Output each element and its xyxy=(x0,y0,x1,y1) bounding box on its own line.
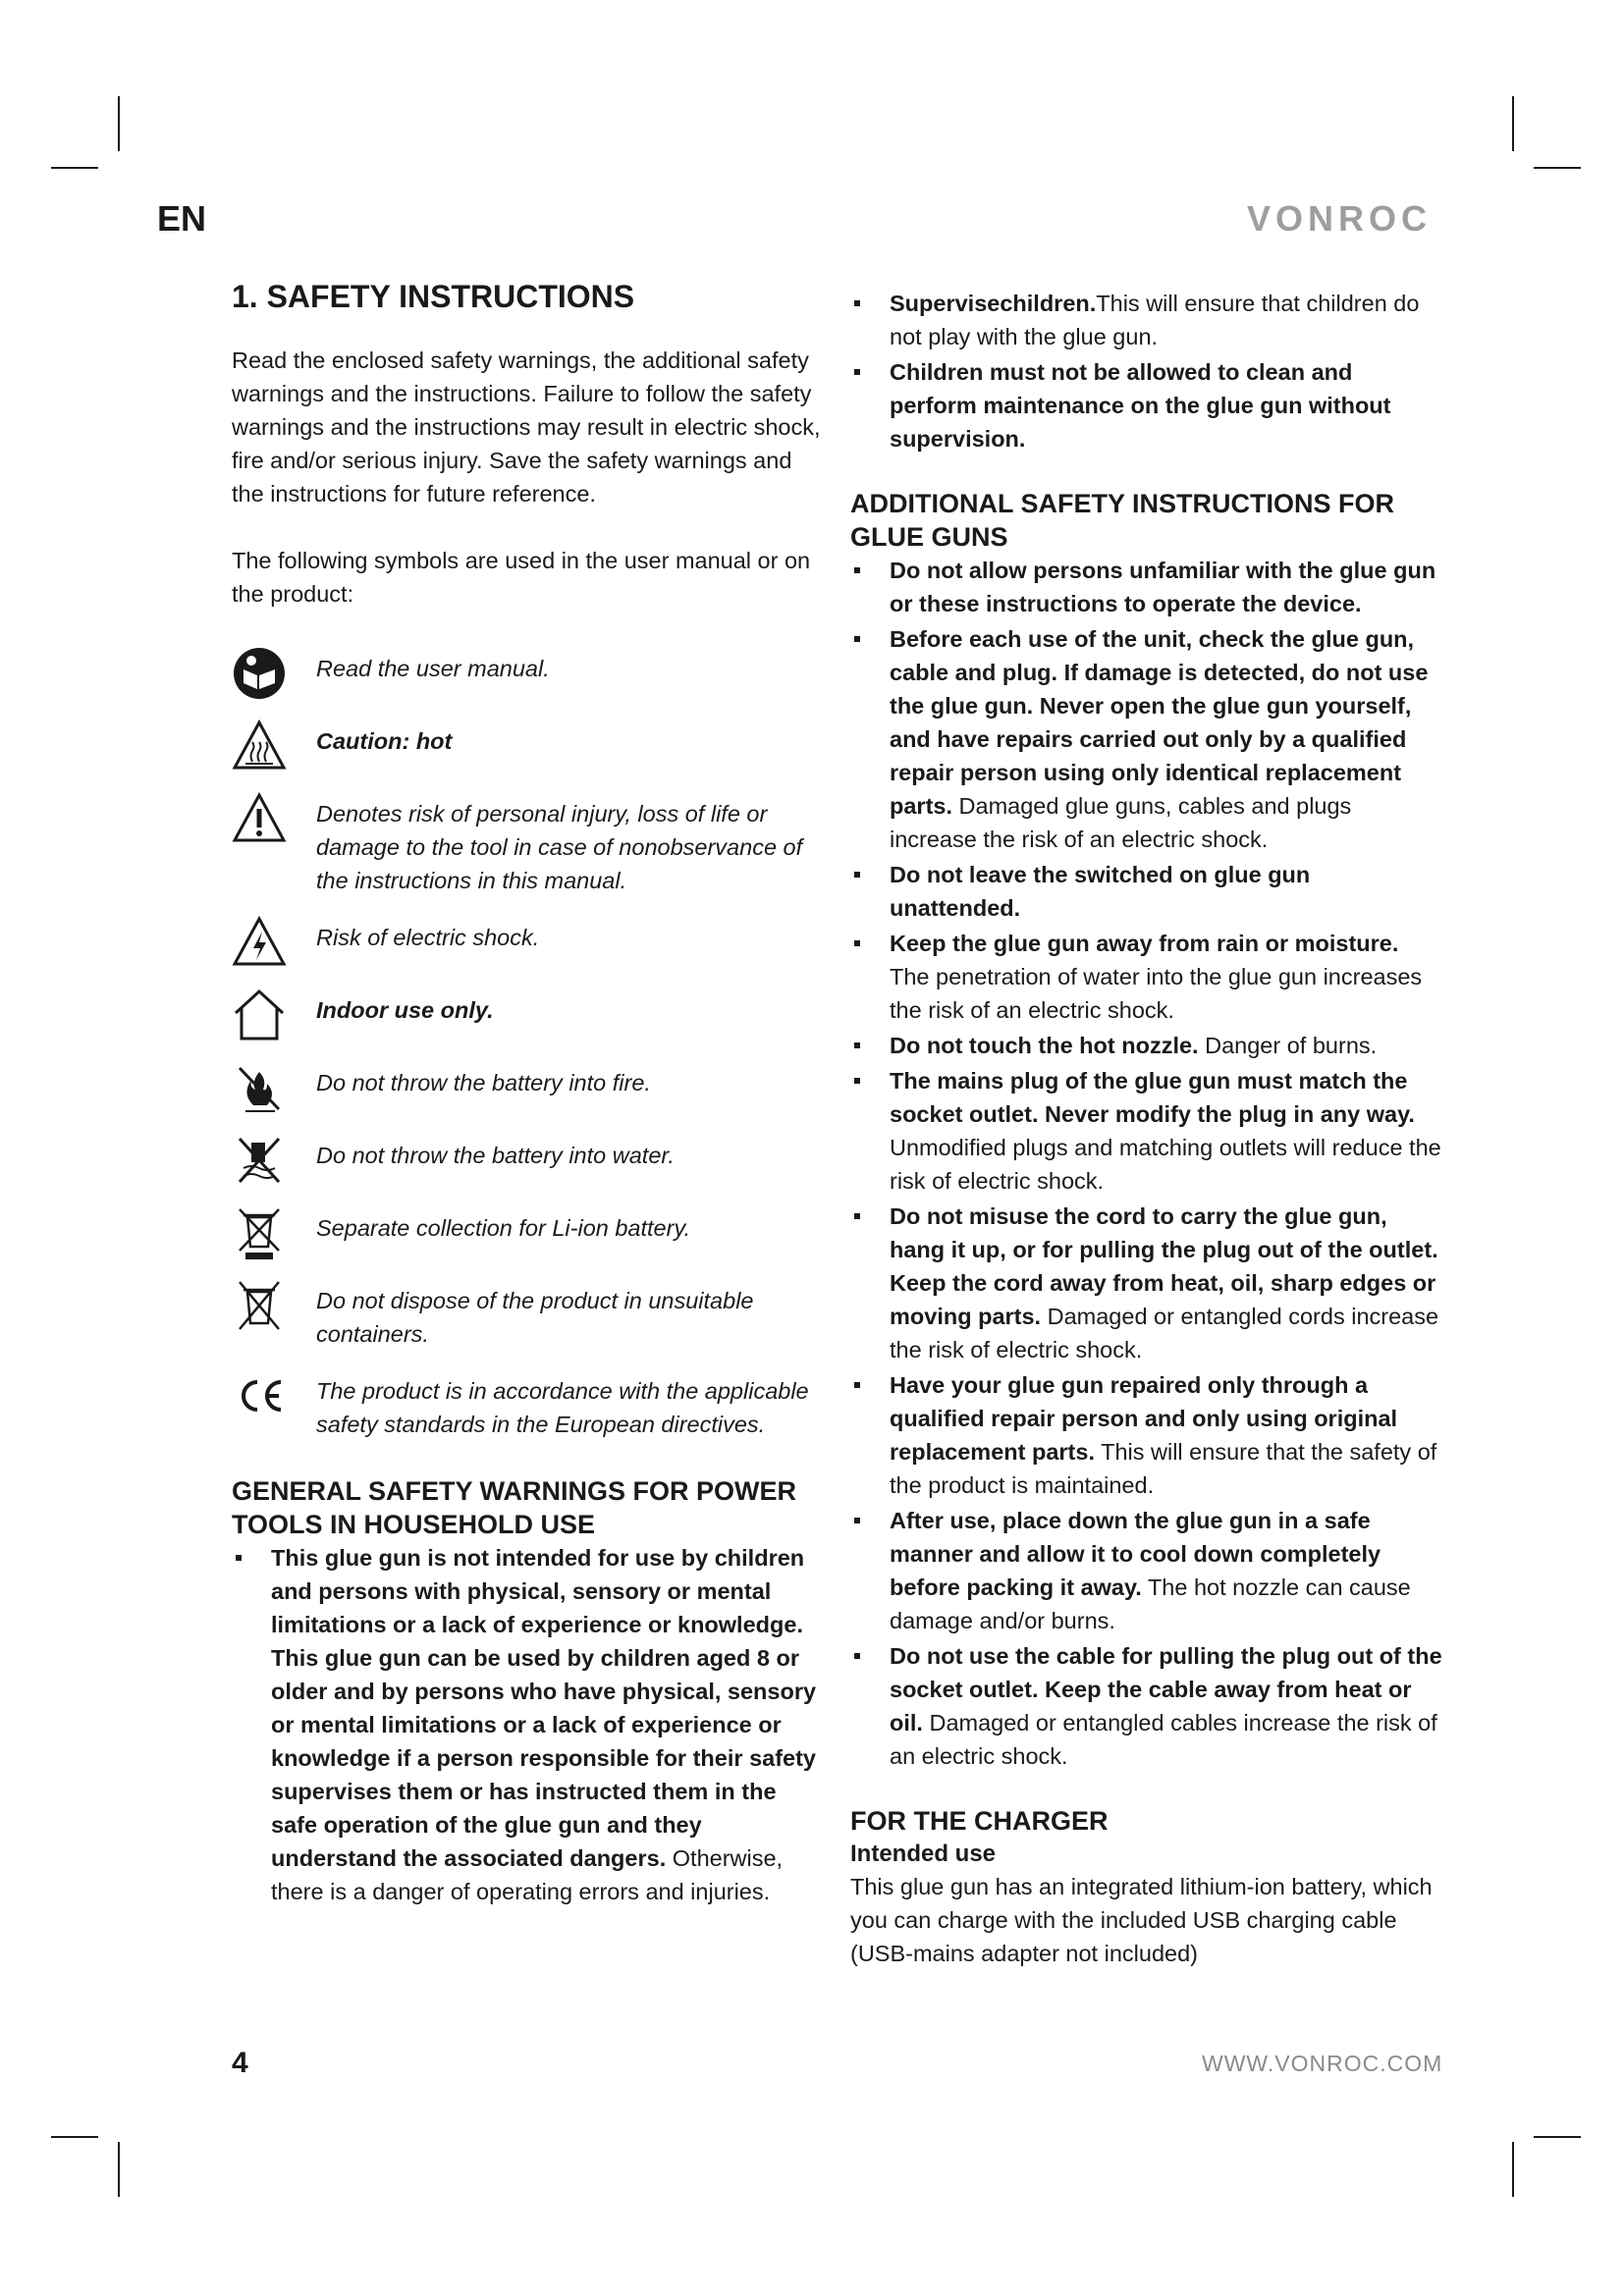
no-fire-battery-icon xyxy=(232,1060,287,1115)
language-code: EN xyxy=(157,198,207,239)
crop-mark xyxy=(1534,2136,1581,2138)
crop-mark xyxy=(1512,2142,1514,2197)
symbol-text: The product is in accordance with the applicable safety standards in the European directives. xyxy=(316,1378,809,1437)
symbol-row xyxy=(232,1211,825,1260)
charger-paragraph: This glue gun has an integrated lithium-ion battery, which you can charge with the included USB charging cable (USB-mains adapter not included) xyxy=(850,1874,1433,1966)
li-ion-bin-icon xyxy=(232,1205,287,1260)
caution-hot-icon xyxy=(232,719,287,774)
intended-use-subtitle: Intended use xyxy=(850,1841,997,1867)
section-title: 1. SAFETY INSTRUCTIONS xyxy=(232,279,635,314)
crop-mark xyxy=(51,2136,98,2138)
symbol-row xyxy=(232,797,825,897)
symbol-text: Do not throw the battery into fire. xyxy=(316,1070,651,1095)
symbol-text: Do not dispose of the product in unsuitable containers. xyxy=(316,1288,754,1347)
list-item: This glue gun is not intended for use by children and persons with physical, sensory or mental limitations or a lack of experience or knowledge. This glue gun can be used by children aged 8 or older and by persons who have physical, sensory or mental limitations or a lack of experience or knowledge if a person responsible for their safety supervises them or has instructed them in the safe operation of the glue gun and they understand the associated dangers. Otherwise, there is a danger of operating errors and injuries. xyxy=(232,1541,825,1908)
general-warnings-list xyxy=(232,1541,825,1908)
list-item: Do not allow persons unfamiliar with the glue gun or these instructions to operate the device. xyxy=(850,554,1443,620)
warning-icon xyxy=(232,791,287,846)
right-column xyxy=(850,287,1443,1970)
electric-shock-icon xyxy=(232,915,287,970)
symbol-text: Risk of electric shock. xyxy=(316,925,540,950)
crop-mark xyxy=(51,167,98,169)
crop-mark xyxy=(1512,96,1514,151)
indoor-use-icon xyxy=(232,988,287,1042)
symbol-row xyxy=(232,1066,825,1115)
charger-title: FOR THE CHARGER xyxy=(850,1806,1109,1836)
list-item: After use, place down the glue gun in a safe manner and allow it to cool down completely before packing it away. The hot nozzle can cause damage and/or burns. xyxy=(850,1504,1443,1637)
symbol-row xyxy=(232,1284,825,1351)
symbol-text: Denotes risk of personal injury, loss of life or damage to the tool in case of nonobservance of the instructions in this manual. xyxy=(316,801,803,893)
list-item: Do not use the cable for pulling the plug out of the socket outlet. Keep the cable away from heat or oil. Damaged or entangled cables increase the risk of an electric shock. xyxy=(850,1639,1443,1773)
symbol-text: Read the user manual. xyxy=(316,656,550,681)
read-manual-icon xyxy=(232,646,287,701)
list-item: Do not touch the hot nozzle. Danger of burns. xyxy=(850,1029,1443,1062)
list-item: Do not leave the switched on glue gun unattended. xyxy=(850,858,1443,925)
list-item: Children must not be allowed to clean and perform maintenance on the glue gun without supervision. xyxy=(850,355,1443,455)
symbols-intro: The following symbols are used in the user manual or on the product: xyxy=(232,548,811,607)
symbol-text: Separate collection for Li-ion battery. xyxy=(316,1215,690,1241)
crop-mark xyxy=(118,2142,120,2197)
list-item: Before each use of the unit, check the glue gun, cable and plug. If damage is detected, do not use the glue gun. Never open the glue gun yourself, and have repairs carried out only by a qualified repair person using only identical replacement parts. Damaged glue guns, cables and plugs increase the risk of an electric shock. xyxy=(850,622,1443,856)
list-item: Keep the glue gun away from rain or moisture. The penetration of water into the glue gun increases the risk of an electric shock. xyxy=(850,927,1443,1027)
symbols-list xyxy=(232,652,825,1441)
intro-paragraph: Read the enclosed safety warnings, the additional safety warnings and the instructions. Failure to follow the safety warnings and the instructions may result in electric shock, fire and/or serious injury. Save the safety warnings and the instructions for future reference. xyxy=(232,347,821,507)
brand-logo: VONROC xyxy=(1247,198,1433,239)
crossed-bin-icon xyxy=(232,1278,287,1333)
website-url: WWW.VONROC.COM xyxy=(1202,2051,1443,2076)
left-column xyxy=(232,277,825,1910)
crop-mark xyxy=(118,96,120,151)
general-warnings-list-continued xyxy=(850,287,1443,455)
no-water-battery-icon xyxy=(232,1133,287,1188)
list-item: Supervisechildren.This will ensure that children do not play with the glue gun. xyxy=(850,287,1443,353)
symbol-text: Caution: hot xyxy=(316,728,453,754)
ce-mark-icon xyxy=(232,1368,287,1423)
symbol-row xyxy=(232,652,825,701)
symbol-row xyxy=(232,1374,825,1441)
additional-instructions-title: ADDITIONAL SAFETY INSTRUCTIONS FOR GLUE GUNS xyxy=(850,489,1395,552)
general-warnings-title: GENERAL SAFETY WARNINGS FOR POWER TOOLS IN HOUSEHOLD USE xyxy=(232,1476,797,1539)
symbol-row xyxy=(232,993,825,1042)
symbol-row xyxy=(232,921,825,970)
symbol-text: Indoor use only. xyxy=(316,997,494,1023)
additional-instructions-list xyxy=(850,554,1443,1773)
symbol-row xyxy=(232,724,825,774)
list-item: Have your glue gun repaired only through a qualified repair person and only using original replacement parts. This will ensure that the safety of the product is maintained. xyxy=(850,1368,1443,1502)
list-item: Do not misuse the cord to carry the glue gun, hang it up, or for pulling the plug out of the outlet. Keep the cord away from heat, oil, sharp edges or moving parts. Damaged or entangled cords increase the risk of electric shock. xyxy=(850,1200,1443,1366)
symbol-text: Do not throw the battery into water. xyxy=(316,1143,675,1168)
symbol-row xyxy=(232,1139,825,1188)
list-item: The mains plug of the glue gun must match the socket outlet. Never modify the plug in any way. Unmodified plugs and matching outlets will reduce the risk of electric shock. xyxy=(850,1064,1443,1198)
page-number: 4 xyxy=(232,2047,248,2079)
crop-mark xyxy=(1534,167,1581,169)
